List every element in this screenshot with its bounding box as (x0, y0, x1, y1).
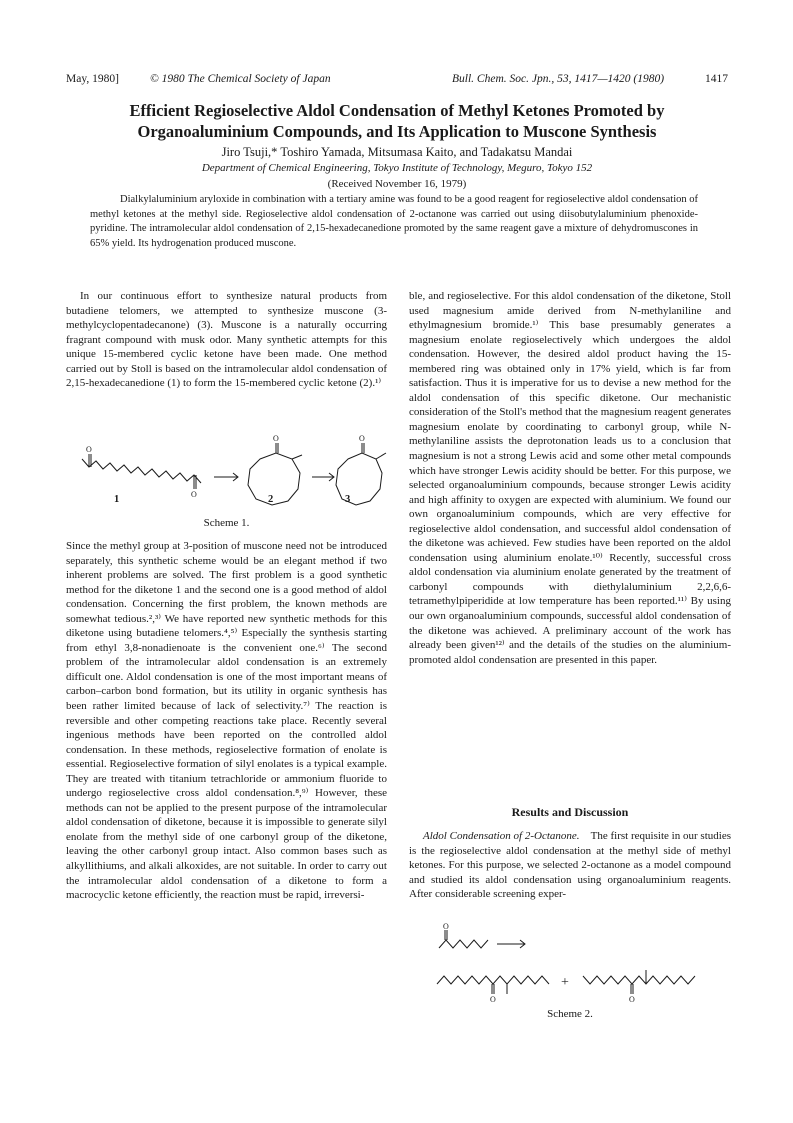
ring-muscone-3 (336, 453, 382, 505)
compound-label-3: 3 (345, 494, 351, 505)
header-journal: Bull. Chem. Soc. Jpn., 53, 1417—1420 (1980) (452, 73, 665, 85)
octanone-chain (439, 940, 488, 948)
oxygen-label-4: O (359, 434, 365, 443)
aldol-product-b (583, 976, 695, 984)
body-paragraph: Since the methyl group at 3-position of muscone need not be introduced separately, this synthetic scheme would be an elegant method if two inherent problems are solved. The first problem is a good synthetic method for the diketone 1 and the second one is a good method of aldol condensation. Concerning the first problem, the known methods are somewhat tedious.²,³⁾ We have reported new synthetic methods for this diketone using butadiene telomers.⁴,⁵⁾ Especially the synthesis starting from ethyl 3,8-nonadienoate is the convenient one.⁶⁾ The second problem of the intramolecular aldol condensation is an extremely difficult one. Aldol condensation is one of the most important means of carbon–carbon bond formation, but its utility in organic synthesis has been rather limited because of lack of selectivity.⁷⁾ The reaction is reversible and other competing reactions take place. Recently several ingenious methods have been reported on the controlled aldol condensation. In these methods, regioselective formation of enolate is essential. Regioselective formation of silyl enolates is a typical example. They are treated with titanium tetrachloride or ammonium fluoride to undergo regioselective cross aldol condensation.⁸,⁹⁾ However, these methods can not be applied to the present purpose of the intramolecular aldol condensation of diketone, because it is impossible to generate silyl enolate from the methyl side of one carbonyl group of the diketone, leaving the other carbonyl group intact. Also common bases such as alkyllithiums, and alkali alkoxides, are not suitable. In order to carry out the intramolecular aldol condensation of a diketone to form a macrocyclic ketone efficiently, the reaction must be rapid, irreversi- (66, 540, 387, 902)
affiliation: Department of Chemical Engineering, Tokyo Institute of Technology, Meguro, Tokyo 152 (201, 162, 593, 174)
results-text: The first requisite in our studies is the regioselective aldol condensation at the methyl side of methyl ketones. For this purpose, we selected 2-octanone as a model compound and studied its aldol condensation using organoaluminium reagents. After considerable screening exper- (409, 830, 731, 901)
oxygen-label-1: O (86, 445, 92, 454)
header-date: May, 1980] (66, 73, 119, 85)
scheme-1-caption: Scheme 1. (203, 517, 250, 529)
oxygen-label-product-a: O (490, 995, 496, 1004)
scheme-2-caption: Scheme 2. (547, 1008, 593, 1020)
scheme-1-figure (80, 434, 380, 519)
intro-paragraph: In our continuous effort to synthesize natural products from butadiene telomers, we attempted to synthesize muscone (3-methylcyclopentadecanone) (3). Muscone is a naturally occurring fragrant compound with musk odor. Many synthetic attempts for this unique 15-membered cyclic ketone have been made. One method carried out by Stoll is based on the intramolecular aldol condensation of 2,15-hexadecanedione (1) to form the 15-membered cyclic ketone (2).¹⁾ (66, 290, 387, 390)
paper-title: Efficient Regioselective Aldol Condensation of Methyl Ketones Promoted by Organoaluminium Compounds, and Its Application to Muscone Synthesis (129, 101, 665, 141)
plus-sign: + (561, 975, 569, 990)
oxygen-label-3: O (273, 434, 279, 443)
oxygen-label-octanone: O (443, 922, 449, 931)
left-column-intro (66, 289, 387, 391)
results-paragraph (409, 829, 731, 902)
compound-label-2: 2 (268, 494, 274, 505)
aldol-product-a (437, 976, 549, 984)
diketone-chain (82, 459, 201, 483)
right-column-body (409, 289, 731, 667)
oxygen-label-product-b: O (629, 995, 635, 1004)
author-list: Jiro Tsuji,* Toshiro Yamada, Mitsumasa Kaito, and Tadakatsu Mandai (221, 145, 573, 159)
ring-compound-2 (248, 453, 300, 505)
received-date: (Received November 16, 1979) (327, 178, 467, 190)
body-paragraph-continued: ble, and regioselective. For this aldol condensation of the diketone, Stoll used magnesium amide derived from N-methylaniline and ethylmagnesium bromide.¹⁾ This base presumably generates a magnesium enolate regioselectively which undergoes the aldol condensation. However, the desired aldol product having the 15-membered ring was obtained only in 17% yield, which is far from satisfaction. Thus it is imperative for us to devise a new method for the aldol condensation of this specific diketone. Our mechanistic consideration of the Stoll's method that the magnesium reagent generates magnesium enolate by coordinating to carbonyl group, while N-methylaniline assists the deprotonation leads us to a conclusion that magnesium is not a strong Lewis acid and some other metal compounds which have stronger Lewis acidity should be better. For this purpose, we selected organoaluminium compounds, because stronger Lewis acidity and high affinity to oxygen are expected with aluminium. We found our own organoaluminium compounds, which are very effective for regioselective aldol condensation, and successful aldol condensation of the diketone was achieved. Few studies have been reported on the aldol condensation using aluminium enolate.¹⁰⁾ Recently, successful cross aldol condensation via aluminium enolate generated by the treatment of carbonyl compounds with diethylaluminium 2,2,6,6-tetramethylpiperidide at low temperature has been reported.¹¹⁾ By using our own organoaluminium compounds, successful aldol condensation of the diketone was achieved. A preliminary account of the work has already been given¹²⁾ and the details of the studies on the aluminium-promoted aldol condensation are presented in this paper. (409, 290, 731, 666)
abstract: Dialkylaluminium aryloxide in combination with a tertiary amine was found to be a good reagent for regioselective aldol condensation of methyl ketones at the methyl side. Regioselective aldol condensation of 2-octanone was carried out using diisobutylaluminium phenoxide-pyridine. The intramolecular aldol condensation of 2,15-hexadecanedione promoted by the same reagent gave a mixture of dehydromuscones in 65% yield. Its hydrogenation produced muscone. (90, 194, 698, 249)
compound-label-1: 1 (114, 494, 120, 505)
header-copyright: © 1980 The Chemical Society of Japan (150, 73, 331, 85)
running-header (66, 73, 728, 87)
header-page-number: 1417 (705, 73, 728, 85)
oxygen-label-2: O (191, 490, 197, 499)
section-heading: Results and Discussion (511, 805, 629, 819)
scheme-2-figure (435, 922, 715, 1006)
subsection-heading: Aldol Condensation of 2-Octanone. (423, 830, 580, 842)
left-column-body (66, 539, 387, 903)
